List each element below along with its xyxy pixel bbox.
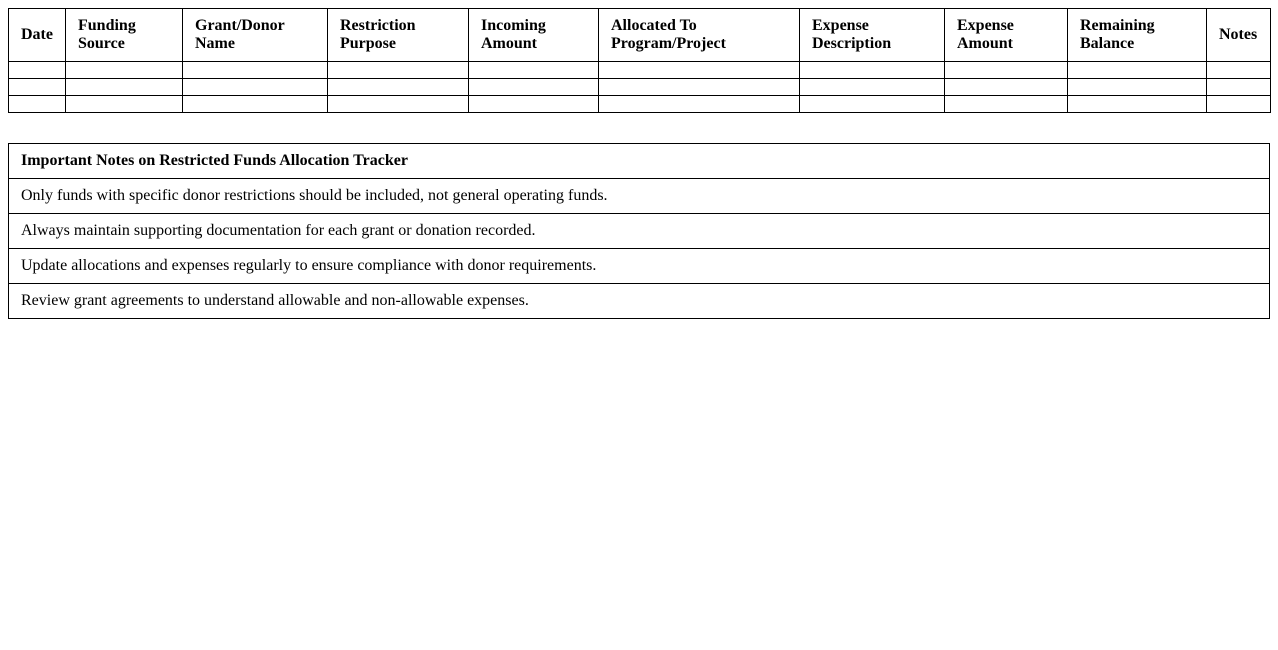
table-cell[interactable] (66, 62, 183, 79)
notes-heading-row (9, 144, 1270, 179)
table-row (9, 79, 1271, 96)
table-cell[interactable] (328, 62, 469, 79)
table-cell[interactable] (1207, 79, 1271, 96)
table-cell[interactable] (183, 62, 328, 79)
important-notes-table (8, 143, 1270, 319)
table-cell[interactable] (945, 79, 1068, 96)
table-cell[interactable] (66, 96, 183, 113)
table-cell[interactable] (66, 79, 183, 96)
column-header-date: Date (9, 9, 66, 62)
column-header-restriction-purpose: Restriction Purpose (328, 9, 469, 62)
table-cell[interactable] (945, 62, 1068, 79)
table-header-row (9, 9, 1271, 62)
table-cell[interactable] (9, 62, 66, 79)
table-cell[interactable] (1068, 79, 1207, 96)
note-item: Only funds with specific donor restrictions should be included, not general operating funds. (9, 179, 1270, 214)
table-cell[interactable] (599, 79, 800, 96)
table-cell[interactable] (469, 62, 599, 79)
table-row (9, 62, 1271, 79)
table-cell[interactable] (9, 79, 66, 96)
column-header-incoming-amount: Incoming Amount (469, 9, 599, 62)
note-item: Update allocations and expenses regularly to ensure compliance with donor requirements. (9, 249, 1270, 284)
table-cell[interactable] (800, 62, 945, 79)
table-cell[interactable] (599, 96, 800, 113)
note-row (9, 214, 1270, 249)
note-item: Review grant agreements to understand allowable and non-allowable expenses. (9, 284, 1270, 319)
column-header-funding-source: Funding Source (66, 9, 183, 62)
note-row (9, 179, 1270, 214)
column-header-remaining-balance: Remaining Balance (1068, 9, 1207, 62)
table-cell[interactable] (1207, 96, 1271, 113)
note-row (9, 284, 1270, 319)
column-header-allocated-to: Allocated To Program/Project (599, 9, 800, 62)
column-header-expense-amount: Expense Amount (945, 9, 1068, 62)
table-cell[interactable] (183, 96, 328, 113)
note-row (9, 249, 1270, 284)
table-row (9, 96, 1271, 113)
table-cell[interactable] (328, 96, 469, 113)
table-cell[interactable] (469, 79, 599, 96)
note-item: Always maintain supporting documentation for each grant or donation recorded. (9, 214, 1270, 249)
table-cell[interactable] (1207, 62, 1271, 79)
table-cell[interactable] (945, 96, 1068, 113)
table-cell[interactable] (800, 79, 945, 96)
column-header-grant-donor-name: Grant/Donor Name (183, 9, 328, 62)
table-cell[interactable] (800, 96, 945, 113)
column-header-notes: Notes (1207, 9, 1271, 62)
notes-heading: Important Notes on Restricted Funds Allocation Tracker (9, 144, 1270, 179)
table-cell[interactable] (1068, 62, 1207, 79)
column-header-expense-description: Expense Description (800, 9, 945, 62)
table-cell[interactable] (9, 96, 66, 113)
table-cell[interactable] (599, 62, 800, 79)
table-cell[interactable] (469, 96, 599, 113)
funds-allocation-table (8, 8, 1271, 113)
table-cell[interactable] (183, 79, 328, 96)
table-cell[interactable] (1068, 96, 1207, 113)
table-cell[interactable] (328, 79, 469, 96)
